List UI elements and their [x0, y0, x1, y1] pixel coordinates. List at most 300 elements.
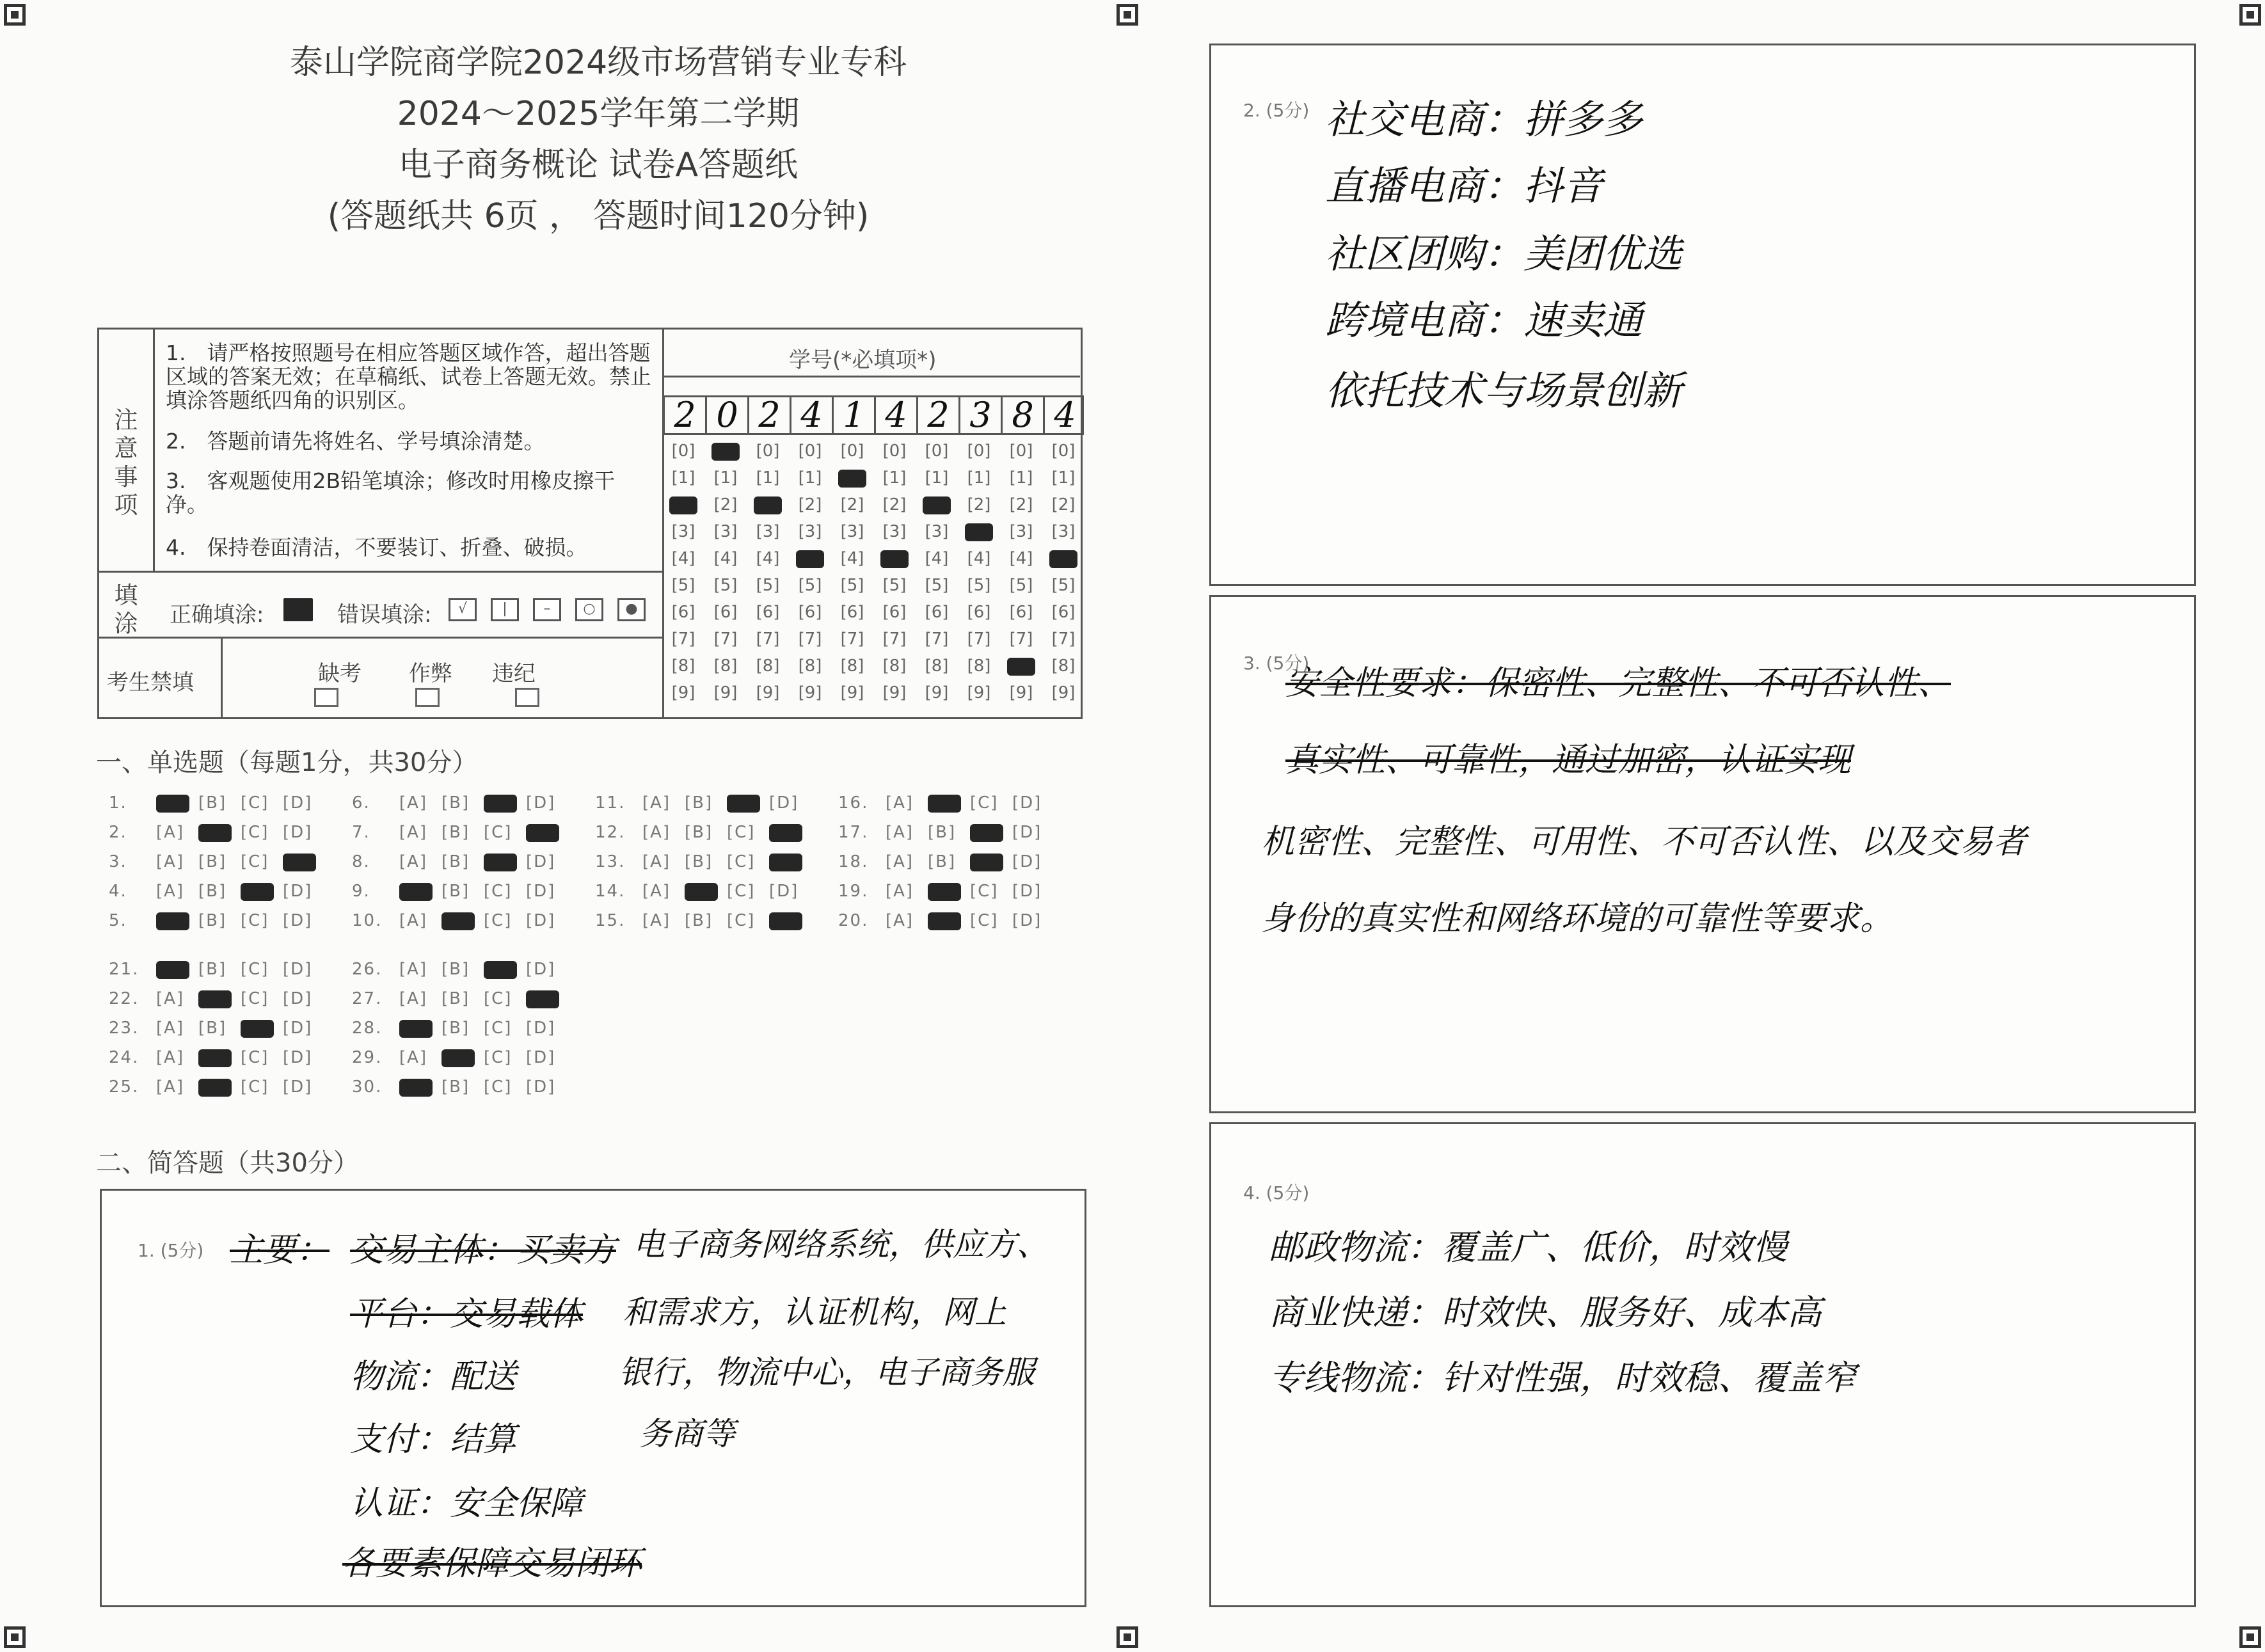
student-id-bubble[interactable]: [9]	[882, 683, 907, 703]
mcq-bubble-b[interactable]: [B]	[685, 911, 713, 930]
student-id-bubble[interactable]: [4]	[1009, 549, 1033, 568]
student-id-bubble[interactable]: [8]	[882, 656, 907, 676]
mcq-bubble-d[interactable]: [D]	[1012, 852, 1042, 871]
mcq-bubble-a[interactable]: [A]	[399, 823, 428, 842]
q4-line-3: 专线物流：针对性强，时效稳、覆盖窄	[1269, 1358, 1856, 1398]
mcq-bubble-b[interactable]: [B]	[198, 793, 227, 813]
student-id-bubble[interactable]: [0]	[925, 441, 949, 461]
student-id-bubble[interactable]: [2]	[967, 495, 991, 514]
student-id-bubble[interactable]: [0]	[671, 441, 695, 461]
mcq-bubble-b[interactable]: [B]	[685, 852, 713, 871]
q3-line-1: 机密性、完整性、可用性、不可否认性、以及交易者	[1261, 823, 2027, 861]
cheat-label: 作弊	[409, 661, 452, 687]
mcq-bubble-filled-a[interactable]	[399, 1020, 433, 1038]
mcq-bubble-filled-b[interactable]	[928, 883, 961, 901]
mcq-number: 19.	[838, 882, 869, 901]
mcq-bubble-filled-c[interactable]	[241, 883, 274, 901]
mcq-number: 25.	[109, 1077, 139, 1097]
student-id-bubble[interactable]: [0]	[1051, 441, 1076, 461]
mcq-bubble-filled-d[interactable]	[283, 854, 316, 871]
student-id-bubble[interactable]: [4]	[756, 549, 780, 568]
mcq-bubble-b[interactable]: [B]	[198, 1019, 227, 1038]
mcq-bubble-filled-a[interactable]	[399, 883, 433, 901]
student-id-bubble[interactable]: [9]	[840, 683, 864, 703]
student-id-bubble[interactable]: [9]	[798, 683, 822, 703]
mcq-bubble-c[interactable]: [C]	[727, 823, 756, 842]
mcq-bubble-a[interactable]: [A]	[886, 852, 914, 871]
student-id-bubble[interactable]: [0]	[967, 441, 991, 461]
mcq-bubble-d[interactable]: [D]	[769, 793, 799, 813]
mcq-number: 27.	[352, 989, 383, 1008]
student-id-bubble[interactable]: [7]	[840, 630, 864, 649]
mcq-number: 5.	[109, 911, 127, 930]
mcq-bubble-b[interactable]: [B]	[441, 1019, 470, 1038]
student-id-bubble[interactable]: [9]	[925, 683, 949, 703]
student-id-bubble[interactable]: [2]	[798, 495, 822, 514]
mcq-bubble-b[interactable]: [B]	[441, 960, 470, 979]
mcq-number: 21.	[109, 960, 139, 979]
mcq-bubble-c[interactable]: [C]	[484, 1048, 513, 1067]
mcq-bubble-b[interactable]: [B]	[685, 793, 713, 813]
mcq-bubble-a[interactable]: [A]	[156, 882, 185, 901]
student-id-bubble[interactable]: [8]	[840, 656, 864, 676]
mcq-bubble-d[interactable]: [D]	[526, 882, 556, 901]
mcq-number: 22.	[109, 989, 139, 1008]
notice-rule-3: 3. 客观题使用2B铅笔填涂；修改时用橡皮擦干净。	[166, 468, 616, 517]
mcq-bubble-filled-c[interactable]	[241, 1020, 274, 1038]
mcq-bubble-d[interactable]: [D]	[283, 1019, 313, 1038]
q1-label: 1. (5分)	[138, 1240, 204, 1261]
student-id-digit-1[interactable]: 2	[663, 397, 705, 434]
mcq-bubble-d[interactable]: [D]	[526, 793, 556, 813]
mcq-bubble-b[interactable]: [B]	[685, 823, 713, 842]
student-id-bubble[interactable]: [5]	[882, 576, 907, 595]
q1-left-line-3: 平台：交易载体	[350, 1295, 584, 1333]
exam-title: 电子商务概论 试卷A答题纸	[398, 146, 799, 184]
corner-marker-bottom-right	[2239, 1626, 2261, 1648]
q4-line-2: 商业快递：时效快、服务好、成本高	[1269, 1292, 1822, 1333]
mcq-bubble-b[interactable]: [B]	[441, 882, 470, 901]
mcq-bubble-c[interactable]: [C]	[241, 1077, 269, 1097]
student-id-digit-4[interactable]: 4	[790, 397, 832, 434]
wrong-sample-bar: |	[491, 598, 519, 621]
mcq-bubble-a[interactable]: [A]	[642, 882, 671, 901]
mcq-bubble-a[interactable]: [A]	[156, 1019, 185, 1038]
q1-right-line-1: 电子商务网络系统，供应方、	[633, 1226, 1049, 1263]
mcq-bubble-filled-a[interactable]	[156, 961, 189, 979]
mcq-bubble-b[interactable]: [B]	[441, 1077, 470, 1097]
q4-line-1: 邮政物流：覆盖广、低价，时效慢	[1269, 1227, 1787, 1267]
mcq-bubble-c[interactable]: [C]	[484, 989, 513, 1008]
student-id-bubble[interactable]: [7]	[925, 630, 949, 649]
student-id-bubble[interactable]: [6]	[798, 603, 822, 622]
student-id-digit-3[interactable]: 2	[747, 397, 790, 434]
student-id-bubble[interactable]: [5]	[925, 576, 949, 595]
mcq-bubble-c[interactable]: [C]	[241, 793, 269, 813]
student-id-bubble[interactable]: [6]	[967, 603, 991, 622]
mcq-bubble-filled-d[interactable]	[769, 824, 802, 842]
student-id-bubble[interactable]: [1]	[1009, 468, 1033, 488]
mcq-bubble-c[interactable]: [C]	[241, 911, 269, 930]
mcq-bubble-b[interactable]: [B]	[928, 823, 957, 842]
q2-line-4: 跨境电商：速卖通	[1325, 297, 1643, 344]
cheat-checkbox[interactable]	[415, 688, 440, 707]
mcq-bubble-filled-b[interactable]	[441, 912, 475, 930]
mcq-number: 8.	[352, 852, 370, 871]
student-id-bubble-filled[interactable]	[711, 443, 740, 461]
student-id-bubble[interactable]: [7]	[671, 630, 695, 649]
mcq-bubble-d[interactable]: [D]	[526, 1077, 556, 1097]
correct-fill-sample	[283, 598, 313, 621]
student-id-bubble[interactable]: [1]	[713, 468, 738, 488]
student-id-bubble[interactable]: [5]	[713, 576, 738, 595]
student-id-bubble[interactable]: [0]	[756, 441, 780, 461]
student-id-digit-8[interactable]: 3	[958, 397, 1001, 434]
violation-checkbox[interactable]	[515, 688, 539, 707]
mcq-bubble-b[interactable]: [B]	[441, 823, 470, 842]
mcq-bubble-d[interactable]: [D]	[1012, 882, 1042, 901]
mcq-bubble-c[interactable]: [C]	[727, 882, 756, 901]
q1-right-line-3: 银行，物流中心，电子商务服	[619, 1354, 1035, 1391]
student-id-bubble[interactable]: [9]	[671, 683, 695, 703]
mcq-bubble-b[interactable]: [B]	[441, 852, 470, 871]
mcq-bubble-filled-b[interactable]	[441, 1049, 475, 1067]
mcq-number: 28.	[352, 1019, 383, 1038]
absent-checkbox[interactable]	[314, 688, 338, 707]
mcq-bubble-d[interactable]: [D]	[769, 882, 799, 901]
mcq-bubble-filled-d[interactable]	[526, 990, 559, 1008]
mcq-bubble-filled-a[interactable]	[156, 912, 189, 930]
mcq-bubble-c[interactable]: [C]	[727, 911, 756, 930]
mcq-bubble-a[interactable]: [A]	[399, 960, 428, 979]
mcq-number: 2.	[109, 823, 127, 842]
student-id-bubble[interactable]: [3]	[840, 522, 864, 541]
mcq-bubble-a[interactable]: [A]	[399, 1048, 428, 1067]
mcq-bubble-a[interactable]: [A]	[399, 989, 428, 1008]
mcq-bubble-a[interactable]: [A]	[156, 1048, 185, 1067]
student-id-digit-10[interactable]: 4	[1043, 397, 1085, 434]
mcq-bubble-d[interactable]: [D]	[1012, 911, 1042, 930]
student-id-bubble[interactable]: [9]	[1051, 683, 1076, 703]
q2-label: 2. (5分)	[1243, 100, 1310, 121]
student-id-bubble[interactable]: [1]	[1051, 468, 1076, 488]
mcq-bubble-d[interactable]: [D]	[283, 989, 313, 1008]
mcq-bubble-b[interactable]: [B]	[198, 852, 227, 871]
student-id-bubble[interactable]: [8]	[925, 656, 949, 676]
mcq-number: 4.	[109, 882, 127, 901]
student-id-bubble[interactable]: [8]	[967, 656, 991, 676]
section1-title: 一、单选题（每题1分，共30分）	[96, 748, 478, 777]
mcq-number: 30.	[352, 1077, 383, 1097]
mcq-bubble-a[interactable]: [A]	[886, 793, 914, 813]
mcq-bubble-b[interactable]: [B]	[928, 852, 957, 871]
mcq-bubble-c[interactable]: [C]	[484, 911, 513, 930]
q4-label: 4. (5分)	[1243, 1182, 1310, 1203]
student-id-digit-9[interactable]: 8	[1001, 397, 1043, 434]
mcq-bubble-c[interactable]: [C]	[241, 852, 269, 871]
mcq-bubble-d[interactable]: [D]	[1012, 823, 1042, 842]
mcq-bubble-filled-b[interactable]	[685, 883, 718, 901]
student-id-bubble[interactable]: [0]	[882, 441, 907, 461]
student-id-bubble[interactable]: [8]	[671, 656, 695, 676]
student-id-bubble[interactable]: [9]	[713, 683, 738, 703]
mcq-bubble-filled-d[interactable]	[769, 854, 802, 871]
school-title: 泰山学院商学院2024级市场营销专业专科	[289, 44, 907, 82]
q2-line-1: 社交电商：拼多多	[1325, 96, 1643, 143]
mcq-bubble-c[interactable]: [C]	[970, 793, 999, 813]
student-id-bubble[interactable]: [5]	[756, 576, 780, 595]
student-id-bubble[interactable]: [2]	[882, 495, 907, 514]
q2-line-3: 社区团购：美团优选	[1325, 230, 1683, 277]
mcq-bubble-a[interactable]: [A]	[399, 852, 428, 871]
correct-fill-label: 正确填涂:	[170, 602, 264, 628]
student-id-bubble[interactable]: [0]	[840, 441, 864, 461]
mcq-bubble-filled-c[interactable]	[484, 854, 517, 871]
student-id-bubble[interactable]: [3]	[1051, 522, 1076, 541]
mcq-bubble-a[interactable]: [A]	[886, 882, 914, 901]
mcq-bubble-filled-b[interactable]	[928, 795, 961, 813]
mcq-bubble-a[interactable]: [A]	[642, 852, 671, 871]
q3-struck-line-2: 真实性、可靠性，通过加密，认证实现	[1285, 741, 1852, 779]
mcq-number: 6.	[352, 793, 370, 813]
fill-label: 填涂	[114, 582, 138, 638]
mcq-bubble-b[interactable]: [B]	[198, 882, 227, 901]
q3-label: 3. (5分)	[1243, 653, 1310, 674]
mcq-bubble-d[interactable]: [D]	[526, 1019, 556, 1038]
corner-marker-bottom-center	[1117, 1626, 1138, 1648]
wrong-sample-circle: ○	[575, 598, 603, 621]
student-id-bubble[interactable]: [5]	[1051, 576, 1076, 595]
mcq-bubble-d[interactable]: [D]	[526, 1048, 556, 1067]
student-id-bubble[interactable]: [7]	[756, 630, 780, 649]
mcq-bubble-filled-c[interactable]	[727, 795, 760, 813]
student-id-bubble[interactable]: [2]	[713, 495, 738, 514]
corner-marker-top-center	[1117, 4, 1138, 26]
student-id-bubble[interactable]: [7]	[798, 630, 822, 649]
student-id-bubble[interactable]: [2]	[840, 495, 864, 514]
student-id-bubble[interactable]: [1]	[882, 468, 907, 488]
mcq-number: 11.	[595, 793, 626, 813]
absent-label: 缺考	[318, 661, 362, 687]
student-id-bubble[interactable]: [2]	[1051, 495, 1076, 514]
mcq-bubble-c[interactable]: [C]	[484, 823, 513, 842]
student-id-bubble[interactable]: [3]	[798, 522, 822, 541]
mcq-number: 1.	[109, 793, 127, 813]
student-id-bubble[interactable]: [0]	[798, 441, 822, 461]
mcq-bubble-a[interactable]: [A]	[642, 911, 671, 930]
student-id-bubble-filled[interactable]	[1049, 550, 1077, 568]
mcq-bubble-filled-b[interactable]	[928, 912, 961, 930]
student-id-bubble[interactable]: [5]	[840, 576, 864, 595]
mcq-bubble-a[interactable]: [A]	[156, 823, 185, 842]
mcq-bubble-b[interactable]: [B]	[198, 911, 227, 930]
mcq-number: 15.	[595, 911, 626, 930]
student-id-bubble[interactable]: [6]	[713, 603, 738, 622]
q1-left-line-7: 各要素保障交易闭环	[342, 1545, 642, 1583]
student-id-bubble[interactable]: [8]	[756, 656, 780, 676]
student-id-title: 学号(*必填项*)	[789, 347, 937, 373]
mcq-bubble-d[interactable]: [D]	[283, 1048, 313, 1067]
mcq-bubble-a[interactable]: [A]	[399, 911, 428, 930]
mcq-number: 18.	[838, 852, 869, 871]
mcq-bubble-d[interactable]: [D]	[283, 911, 313, 930]
student-id-bubble[interactable]: [6]	[925, 603, 949, 622]
mcq-bubble-c[interactable]: [C]	[241, 989, 269, 1008]
student-id-bubble[interactable]: [2]	[1009, 495, 1033, 514]
mcq-number: 12.	[595, 823, 626, 842]
student-id-bubble[interactable]: [3]	[925, 522, 949, 541]
q1-left-line-6: 认证：安全保障	[350, 1484, 584, 1523]
student-id-bubble[interactable]: [1]	[967, 468, 991, 488]
student-id-bubble-filled[interactable]	[1007, 658, 1035, 676]
student-id-bubble[interactable]: [5]	[798, 576, 822, 595]
mcq-bubble-c[interactable]: [C]	[484, 1019, 513, 1038]
student-id-bubble[interactable]: [6]	[671, 603, 695, 622]
mcq-bubble-a[interactable]: [A]	[642, 823, 671, 842]
q2-line-2: 直播电商：抖音	[1325, 163, 1603, 209]
mcq-bubble-d[interactable]: [D]	[283, 793, 313, 813]
student-id-bubble-filled[interactable]	[880, 550, 909, 568]
corner-marker-top-right	[2239, 4, 2261, 26]
mcq-bubble-b[interactable]: [B]	[441, 793, 470, 813]
student-id-bubble[interactable]: [8]	[798, 656, 822, 676]
student-id-bubble[interactable]: [3]	[671, 522, 695, 541]
mcq-bubble-filled-c[interactable]	[970, 854, 1003, 871]
student-id-bubble[interactable]: [7]	[882, 630, 907, 649]
mcq-bubble-c[interactable]: [C]	[484, 1077, 513, 1097]
mcq-bubble-d[interactable]: [D]	[283, 882, 313, 901]
student-id-digit-6[interactable]: 4	[874, 397, 916, 434]
mcq-bubble-c[interactable]: [C]	[241, 823, 269, 842]
student-id-bubble[interactable]: [3]	[713, 522, 738, 541]
student-id-bubble[interactable]: [4]	[713, 549, 738, 568]
student-id-bubble[interactable]: [6]	[1009, 603, 1033, 622]
mcq-number: 3.	[109, 852, 127, 871]
mcq-bubble-b[interactable]: [B]	[198, 960, 227, 979]
student-id-bubble[interactable]: [7]	[713, 630, 738, 649]
q3-line-2: 身份的真实性和网络环境的可靠性等要求。	[1261, 900, 1894, 938]
student-id-digit-7[interactable]: 2	[916, 397, 958, 434]
student-id-bubble[interactable]: [0]	[1009, 441, 1033, 461]
mcq-bubble-a[interactable]: [A]	[156, 852, 185, 871]
mcq-bubble-c[interactable]: [C]	[727, 852, 756, 871]
student-id-bubble-filled[interactable]	[965, 523, 993, 541]
student-id-bubble[interactable]: [6]	[1051, 603, 1076, 622]
mcq-bubble-filled-c[interactable]	[970, 824, 1003, 842]
mcq-bubble-d[interactable]: [D]	[283, 960, 313, 979]
mcq-bubble-d[interactable]: [D]	[526, 960, 556, 979]
student-id-bubble[interactable]: [1]	[798, 468, 822, 488]
student-id-bubble[interactable]: [3]	[756, 522, 780, 541]
student-id-bubble[interactable]: [5]	[671, 576, 695, 595]
mcq-bubble-filled-a[interactable]	[399, 1079, 433, 1097]
mcq-bubble-a[interactable]: [A]	[399, 793, 428, 813]
mcq-bubble-c[interactable]: [C]	[484, 882, 513, 901]
student-id-bubble[interactable]: [4]	[671, 549, 695, 568]
student-id-bubble-filled[interactable]	[796, 550, 824, 568]
student-id-bubble[interactable]: [1]	[671, 468, 695, 488]
student-id-bubble[interactable]: [9]	[1009, 683, 1033, 703]
student-id-bubble[interactable]: [7]	[967, 630, 991, 649]
wrong-sample-dot: ●	[617, 598, 646, 621]
answer-box-q1[interactable]	[100, 1189, 1086, 1607]
answer-box-q3[interactable]	[1209, 595, 2196, 1113]
answer-box-q4[interactable]	[1209, 1122, 2196, 1607]
mcq-bubble-filled-b[interactable]	[198, 824, 232, 842]
mcq-bubble-d[interactable]: [D]	[1012, 793, 1042, 813]
wrong-fill-label: 错误填涂:	[337, 602, 432, 628]
mcq-bubble-filled-b[interactable]	[198, 1079, 232, 1097]
student-id-bubble-filled[interactable]	[838, 470, 866, 488]
mcq-number: 10.	[352, 911, 383, 930]
q1-left-line-2: 交易主体：买卖方	[350, 1231, 617, 1269]
mcq-number: 7.	[352, 823, 370, 842]
mcq-bubble-c[interactable]: [C]	[970, 911, 999, 930]
student-id-bubble[interactable]: [4]	[925, 549, 949, 568]
mcq-bubble-d[interactable]: [D]	[526, 852, 556, 871]
mcq-bubble-filled-b[interactable]	[198, 990, 232, 1008]
student-id-digit-5[interactable]: 1	[832, 397, 874, 434]
q3-struck-line-1: 安全性要求：保密性、完整性、不可否认性、	[1285, 664, 1951, 703]
student-id-bubble-filled[interactable]	[923, 496, 951, 514]
student-id-bubble-filled[interactable]	[754, 496, 782, 514]
student-id-bubble[interactable]: [5]	[967, 576, 991, 595]
student-id-bubble[interactable]: [7]	[1009, 630, 1033, 649]
mcq-bubble-d[interactable]: [D]	[283, 823, 313, 842]
mcq-bubble-b[interactable]: [B]	[441, 989, 470, 1008]
mcq-bubble-c[interactable]: [C]	[241, 1048, 269, 1067]
mcq-bubble-filled-c[interactable]	[484, 795, 517, 813]
mcq-bubble-d[interactable]: [D]	[526, 911, 556, 930]
mcq-bubble-filled-d[interactable]	[769, 912, 802, 930]
student-id-bubble[interactable]: [3]	[1009, 522, 1033, 541]
mcq-number: 23.	[109, 1019, 139, 1038]
student-id-bubble[interactable]: [6]	[756, 603, 780, 622]
section2-title: 二、简答题（共30分）	[96, 1148, 359, 1178]
student-id-digit-2[interactable]: 0	[705, 397, 747, 434]
student-id-bubble[interactable]: [1]	[756, 468, 780, 488]
mcq-bubble-a[interactable]: [A]	[642, 793, 671, 813]
student-id-bubble[interactable]: [8]	[713, 656, 738, 676]
student-id-bubble[interactable]: [3]	[882, 522, 907, 541]
student-id-bubble[interactable]: [4]	[967, 549, 991, 568]
mcq-bubble-a[interactable]: [A]	[886, 911, 914, 930]
mcq-bubble-filled-d[interactable]	[526, 824, 559, 842]
answer-box-q2[interactable]	[1209, 44, 2196, 586]
mcq-bubble-filled-b[interactable]	[198, 1049, 232, 1067]
prohibit-label: 考生禁填	[107, 670, 194, 695]
mcq-bubble-filled-c[interactable]	[484, 961, 517, 979]
student-id-bubble[interactable]: [7]	[1051, 630, 1076, 649]
mcq-bubble-c[interactable]: [C]	[241, 960, 269, 979]
student-id-bubble[interactable]: [5]	[1009, 576, 1033, 595]
mcq-bubble-d[interactable]: [D]	[283, 1077, 313, 1097]
student-id-bubble[interactable]: [1]	[925, 468, 949, 488]
student-id-bubble[interactable]: [9]	[967, 683, 991, 703]
student-id-bubble[interactable]: [8]	[1051, 656, 1076, 676]
student-id-bubble[interactable]: [6]	[840, 603, 864, 622]
student-id-bubble[interactable]: [9]	[756, 683, 780, 703]
mcq-bubble-a[interactable]: [A]	[156, 989, 185, 1008]
notice-rule-2: 2. 答题前请先将姓名、学号填涂清楚。	[166, 429, 545, 454]
mcq-bubble-filled-a[interactable]	[156, 795, 189, 813]
student-id-bubble[interactable]: [4]	[840, 549, 864, 568]
student-id-bubble[interactable]: [6]	[882, 603, 907, 622]
student-id-bubble-filled[interactable]	[669, 496, 697, 514]
mcq-bubble-a[interactable]: [A]	[156, 1077, 185, 1097]
mcq-bubble-a[interactable]: [A]	[886, 823, 914, 842]
mcq-bubble-c[interactable]: [C]	[970, 882, 999, 901]
